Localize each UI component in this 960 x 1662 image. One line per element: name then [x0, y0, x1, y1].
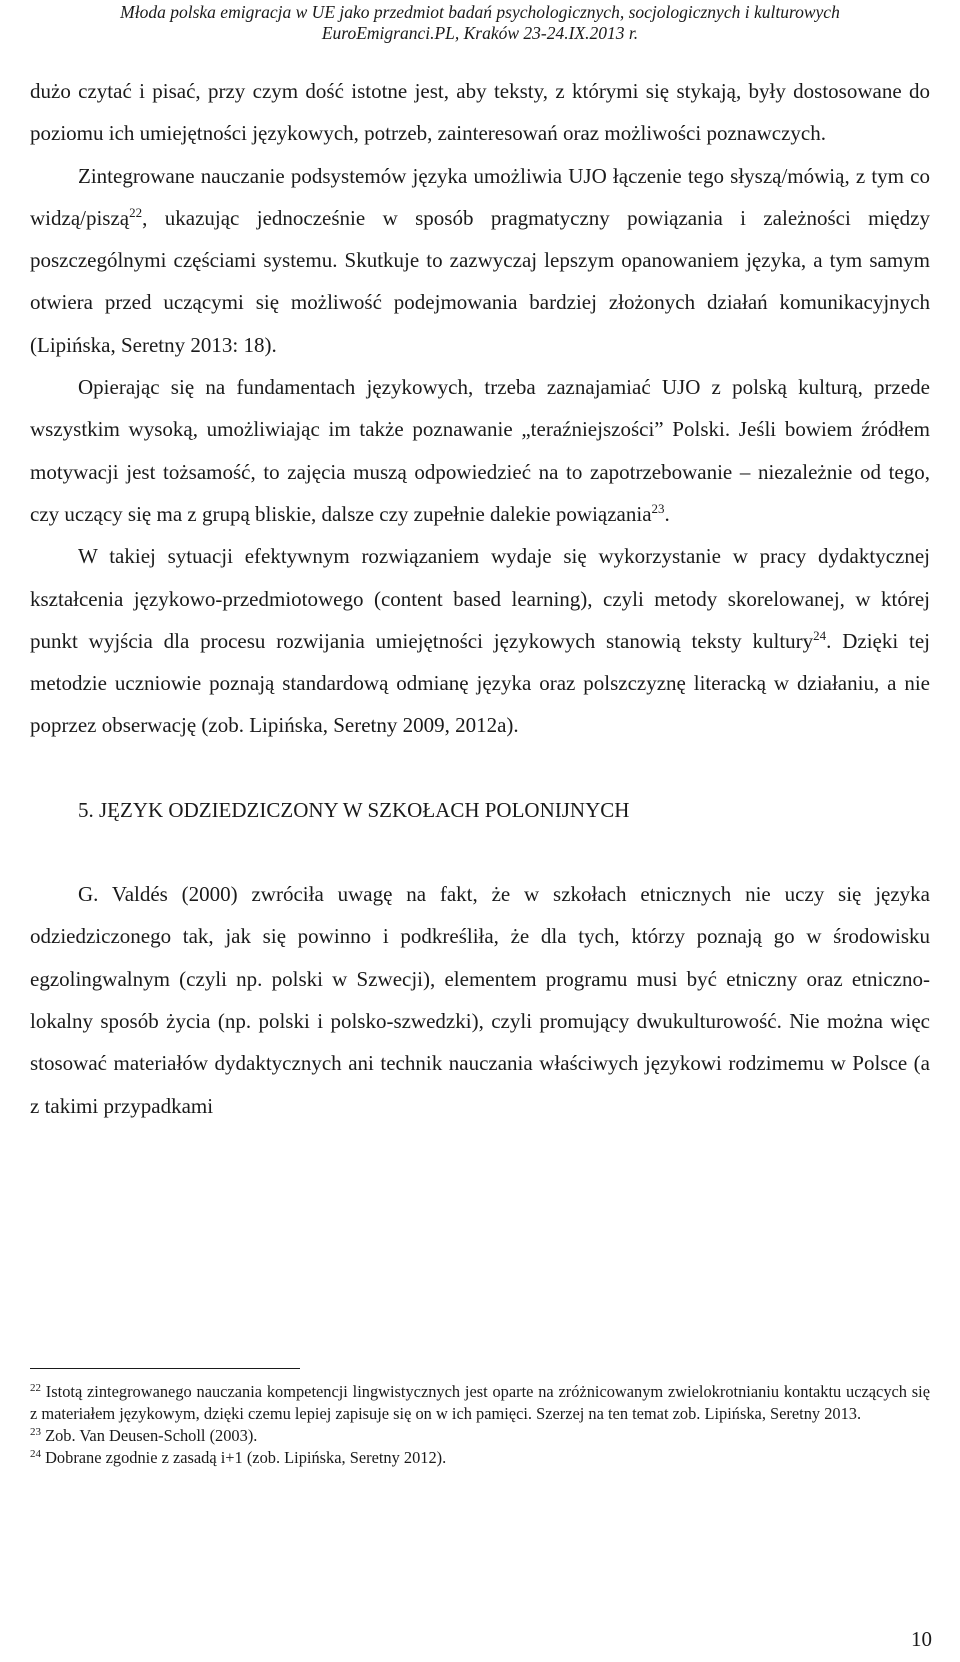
footnote-24	[30, 1447, 930, 1469]
footnote-ref-23[interactable]: 23	[651, 500, 665, 516]
paragraph-text: Zintegrowane nauczanie podsystemów języka umożliwia UJO łączenie tego słyszą/mówią, z tym co widzą/piszą	[30, 163, 930, 230]
paragraph-text: . Dzięki tej metodzie uczniowie poznają standardową odmianę języka oraz polszczyznę literacką w działaniu, a nie poprzez obserwację (zob. Lipińska, Seretny 2009, 2012a).	[30, 628, 931, 738]
running-header-title: Młoda polska emigracja w UE jako przedmiot badań psychologicznych, socjologicznych i kulturowych	[120, 2, 840, 22]
paragraph-text: dużo czytać i pisać, przy czym dość istotne jest, aby teksty, z którymi się stykają, były dostosowane do poziomu ich umiejętności językowych, potrzeb, zainteresowań oraz możliwości poznawczych.	[30, 79, 930, 146]
paragraph-text: , ukazując jednocześnie w sposób pragmatyczny powiązania i zależności między poszczególnymi częściami systemu. Skutkuje to zazwyczaj lepszym opanowaniem języka, a tym samym otwiera przed uczącymi się możliwość podejmowania bardziej złożonych działań komunikacyjnych (Lipińska, Seretny 2013: 18).	[30, 205, 930, 357]
running-header-event: EuroEmigranci.PL, Kraków 23-24.IX.2013 r.	[321, 23, 639, 43]
paragraph-culture	[30, 366, 930, 535]
footnote-ref-22[interactable]: 22	[129, 204, 143, 220]
paragraph-text: .	[664, 501, 670, 526]
section-heading: 5. JĘZYK ODZIEDZICZONY W SZKOŁACH POLONIJNYCH	[78, 797, 630, 822]
footnote-number: 22	[30, 1382, 41, 1394]
footnotes	[30, 1381, 930, 1469]
paragraph-text: G. Valdés (2000) zwróciła uwagę na fakt, że w szkołach etnicznych nie uczy się języka odziedziczonego tak, jak się powinno i podkreśliła, że dla tych, którzy poznają go w środowisku egzolingwalnym (czyli np. polski w Szwecji), elementem programu musi być etniczny oraz etniczno-lokalny sposób życia (np. polski i polsko-szwedzki), czyli promujący dwukulturowość. Nie można więc stosować materiałów dydaktycznych ani technik nauczania właściwych językowi rodzimemu w Polsce (a z takimi przypadkami	[30, 882, 930, 1118]
footnote-number: 24	[30, 1448, 41, 1460]
paragraph-continued	[30, 70, 930, 155]
paragraph-text: W takiej sytuacji efektywnym rozwiązaniem wydaje się wykorzystanie w pracy dydaktycznej kształcenia językowo-przedmiotowego (content based learning), czyli metody skorelowanej, w której punkt wyjścia dla procesu rozwijania umiejętności językowych stanowią teksty kultury	[30, 544, 930, 653]
running-header	[0, 2, 960, 44]
footnote-text: Dobrane zgodnie z zasadą i+1 (zob. Lipińska, Seretny 2012).	[41, 1448, 447, 1467]
paragraph-integrated-teaching	[30, 155, 930, 366]
footnote-text: Istotą zintegrowanego nauczania kompetencji lingwistycznych jest oparte na zróżnicowanym zwielokrotnianiu kontaktu uczących się z materiałem językowym, dzięki czemu lepiej zapisuje się on w ich pamięci. Szerzej na ten temat zob. Lipińska, Seretny 2013.	[30, 1382, 930, 1423]
footnote-ref-24[interactable]: 24	[813, 627, 827, 643]
footnote-number: 23	[30, 1426, 41, 1438]
footnote-22	[30, 1381, 930, 1425]
paragraph-content-based-learning	[30, 535, 930, 746]
page-number: 10	[911, 1627, 932, 1651]
footnote-text: Zob. Van Deusen-Scholl (2003).	[41, 1426, 258, 1445]
footnote-23	[30, 1425, 930, 1447]
paragraph-valdes	[30, 873, 930, 1127]
body-text	[30, 70, 930, 1127]
paragraph-text: Opierając się na fundamentach językowych, trzeba zaznajamiać UJO z polską kulturą, przede wszystkim wysoką, umożliwiając im także poznawanie „teraźniejszości” Polski. Jeśli bowiem źródłem motywacji jest tożsamość, to zajęcia muszą odpowiedzieć na to zapotrzebowanie – niezależnie od tego, czy uczący się ma z grupą bliskie, dalsze czy zupełnie dalekie powiązania	[30, 375, 930, 526]
footnote-separator	[30, 1368, 300, 1369]
